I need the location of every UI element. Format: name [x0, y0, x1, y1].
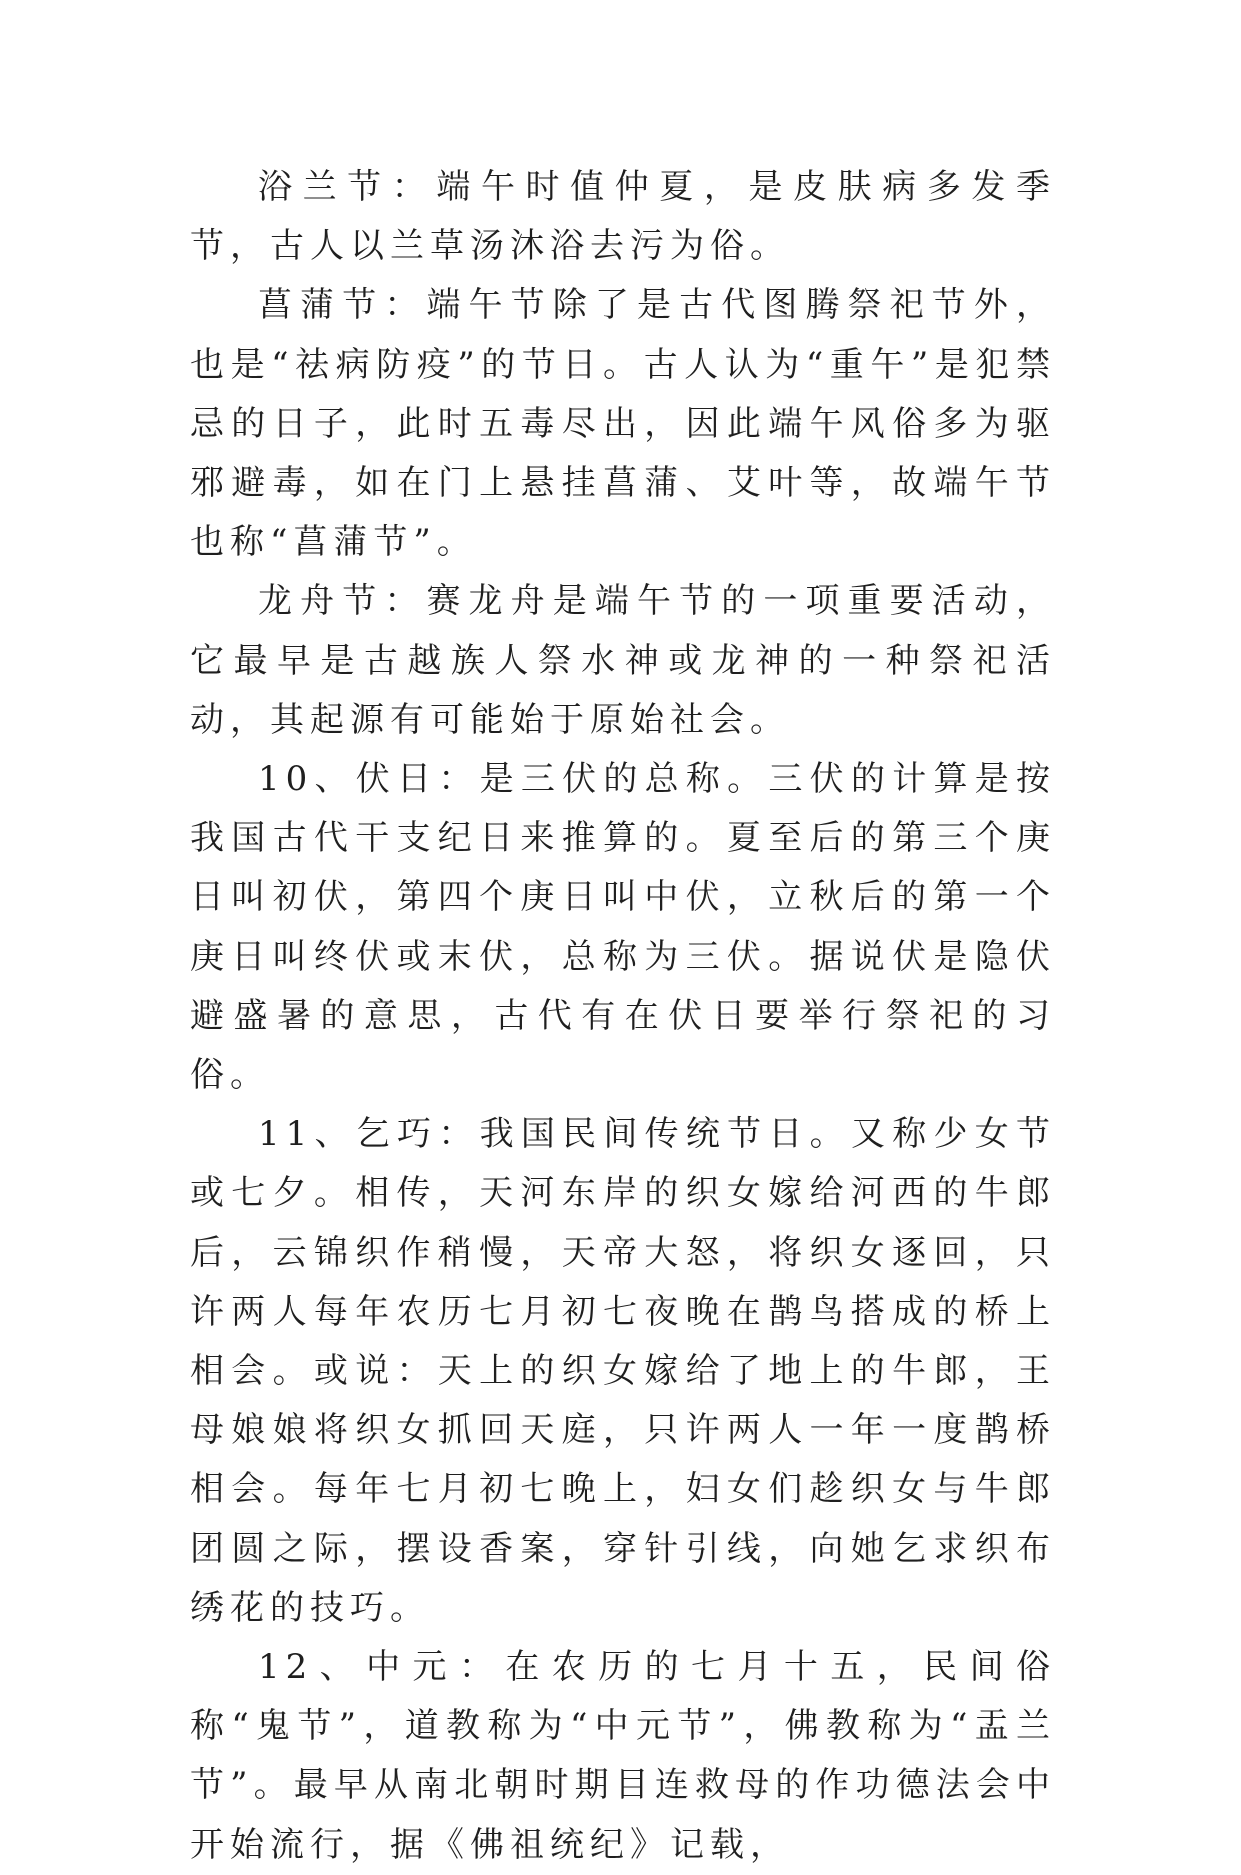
paragraph-qiqiao: 11、乞巧：我国民间传统节日。又称少女节或七夕。相传，天河东岸的织女嫁给河西的牛郎后，云锦织作稍慢，天帝大怒，将织女逐回，只许两人每年农历七月初七夜晚在鹊鸟搭成的桥上相会。或说：天上的织女嫁给了地上的牛郎，王母娘娘将织女抓回天庭，只许两人一年一度鹊桥相会。每年七月初七晚上，妇女们趁织女与牛郎团圆之际，摆设香案，穿针引线，向她乞求织布绣花的技巧。 [190, 1114, 1056, 1628]
paragraph-dragon-boat-festival: 龙舟节：赛龙舟是端午节的一项重要活动，它最早是古越族人祭水神或龙神的一种祭祀活动，其起源有可能始于原始社会。 [190, 581, 1056, 740]
paragraph-fu-day: 10、伏日：是三伏的总称。三伏的计算是按我国古代干支纪日来推算的。夏至后的第三个庚日叫初伏，第四个庚日叫中伏，立秋后的第一个庚日叫终伏或末伏，总称为三伏。据说伏是隐伏避盛暑的意思，古代有在伏日要举行祭祀的习俗。 [190, 759, 1056, 1096]
paragraph-yulan-festival: 浴兰节：端午时值仲夏，是皮肤病多发季节，古人以兰草汤沐浴去污为俗。 [190, 167, 1056, 267]
paragraph-changpu-festival: 菖蒲节：端午节除了是古代图腾祭祀节外，也是“祛病防疫”的节日。古人认为“重午”是犯禁忌的日子，此时五毒尽出，因此端午风俗多为驱邪避毒，如在门上悬挂菖蒲、艾叶等，故端午节也称“菖蒲节”。 [190, 285, 1056, 563]
document-body [190, 158, 1056, 1875]
paragraph-zhongyuan: 12、中元：在农历的七月十五，民间俗称“鬼节”，道教称为“中元节”，佛教称为“盂兰节”。最早从南北朝时期目连救母的作功德法会中开始流行，据《佛祖统纪》记载， [190, 1647, 1056, 1865]
